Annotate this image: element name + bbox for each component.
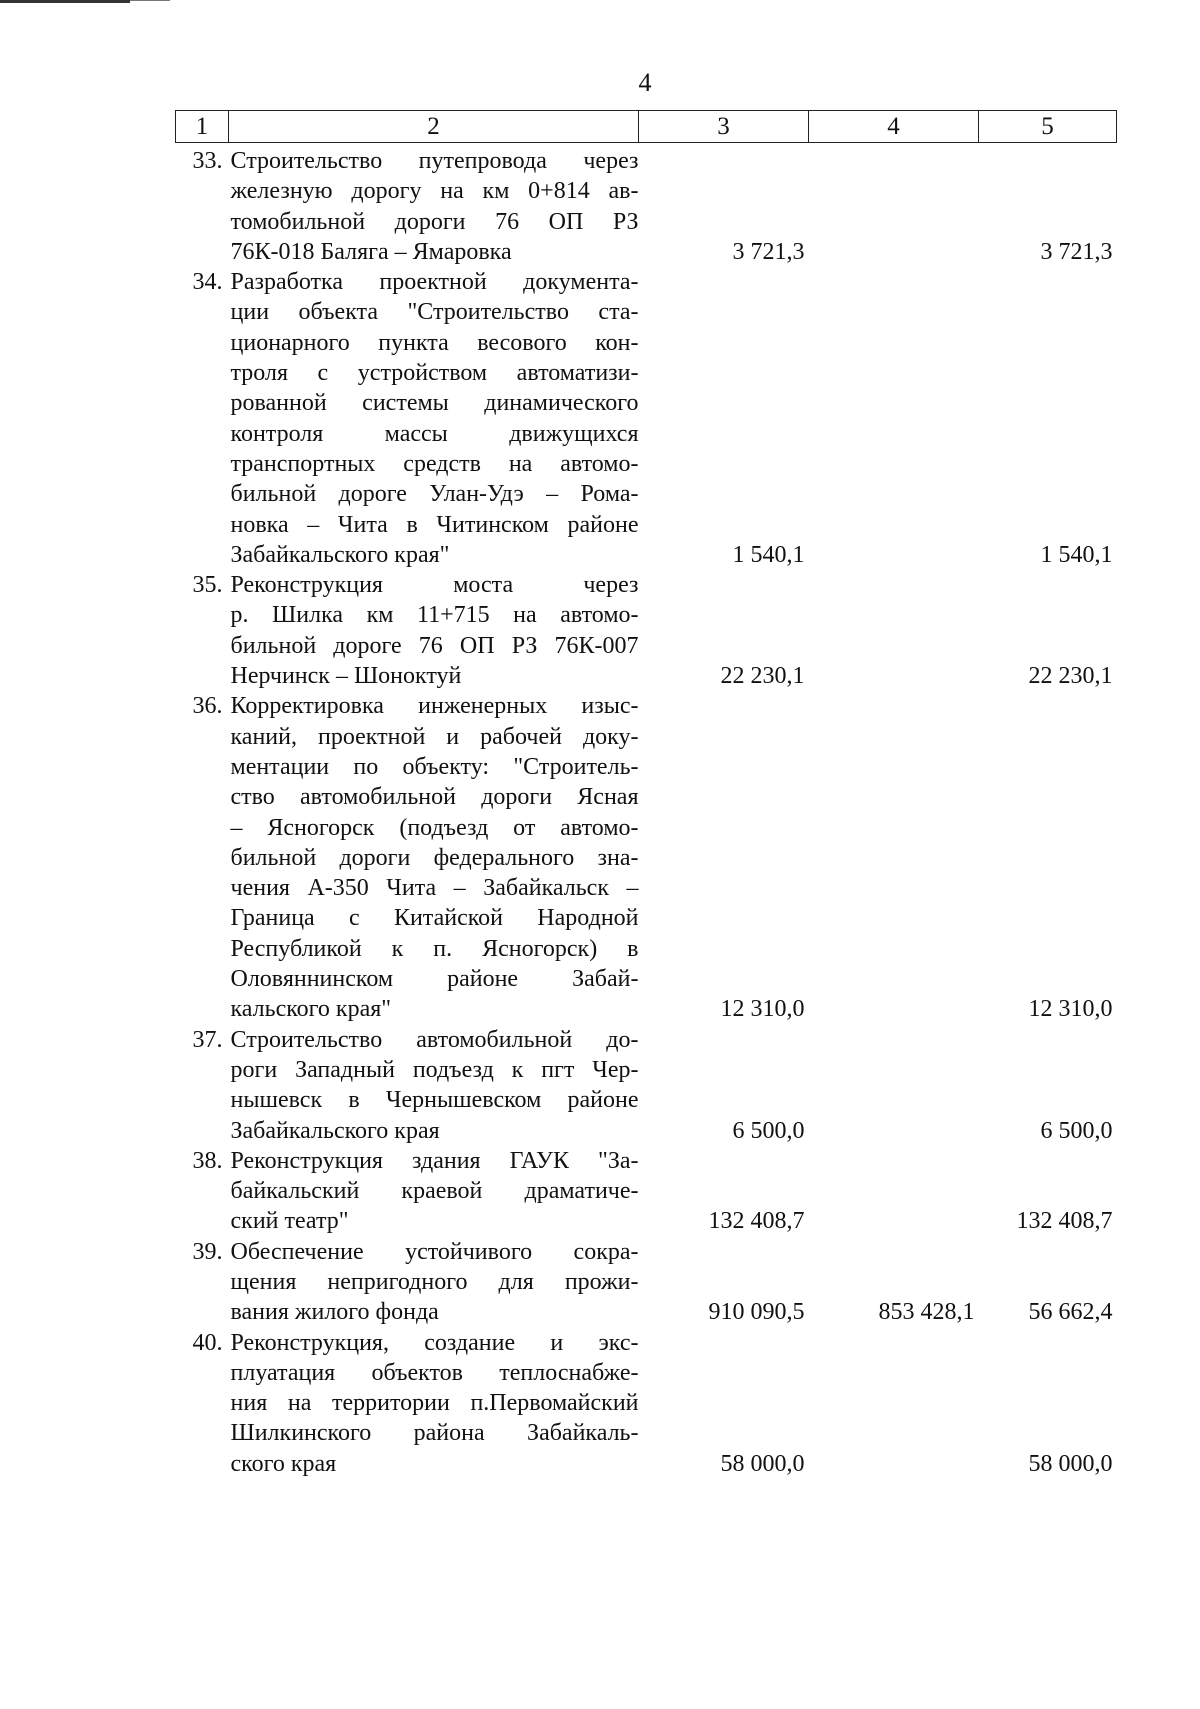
table-row [176,267,1117,570]
description-line: транспортных средств на автомо- [230,450,639,477]
description-line: роги Западный подъезд к пгт Чер- [230,1056,639,1083]
row-number: 34. [192,269,223,296]
description-line: ский театр" [230,1208,349,1235]
scan-artifact-line [0,0,130,3]
value-c4 [809,143,979,268]
description-line: бильной дороге Улан-Удэ – Рома- [230,481,639,508]
description-line: кальского края" [230,996,392,1023]
budget-table-container [175,110,1116,1479]
value-c5: 56 662,4 [1028,1299,1113,1326]
value-c4 [809,1328,979,1479]
description-line: Оловяннинском районе Забай- [230,966,639,993]
table-row [176,143,1117,268]
row-number: 40. [192,1329,223,1356]
description-line: Строительство автомобильной до- [230,1026,639,1053]
row-number: 37. [192,1026,223,1053]
value-c4 [809,1146,979,1237]
description-line: 76К-018 Баляга – Ямаровка [230,238,512,265]
description-line: контроля массы движущихся [230,420,639,447]
row-description [229,1328,639,1479]
row-number: 38. [192,1147,223,1174]
value-c3: 3 721,3 [732,238,805,265]
description-line: – Ясногорск (подъезд от автомо- [230,814,639,841]
table-row [176,570,1117,691]
description-line: Реконструкция, создание и экс- [230,1329,639,1356]
header-col-5: 5 [979,111,1117,143]
description-line: ния на территории п.Первомайский [230,1390,639,1417]
scan-artifact-line [130,0,170,1]
description-line: ции объекта "Строительство ста- [230,299,639,326]
description-line: ментации по объекту: "Строитель- [230,753,639,780]
budget-table [175,110,1117,1479]
description-line: бильной дороги федерального зна- [230,844,639,871]
value-c3: 58 000,0 [720,1450,805,1477]
description-line: щения непригодного для прожи- [230,1268,639,1295]
table-row [176,1237,1117,1328]
description-line: Нерчинск – Шоноктуй [230,663,462,690]
table-row [176,691,1117,1024]
value-c5: 12 310,0 [1028,996,1113,1023]
page-number: 4 [638,68,652,97]
description-line: троля с устройством автоматизи- [230,360,639,387]
value-c5: 132 408,7 [1016,1208,1113,1235]
description-line: ционарного пункта весового кон- [230,329,639,356]
row-description [229,1237,639,1328]
value-c5: 1 540,1 [1040,541,1113,568]
description-line: Забайкальского края" [230,541,450,568]
table-row [176,1146,1117,1237]
value-c3: 6 500,0 [732,1117,805,1144]
description-line: Шилкинского района Забайкаль- [230,1420,639,1447]
value-c4 [809,570,979,691]
value-c4 [809,267,979,570]
description-line: Реконструкция моста через [230,572,639,599]
header-col-1: 1 [176,111,229,143]
header-col-4: 4 [809,111,979,143]
table-row [176,1025,1117,1146]
table-body [176,143,1117,1480]
description-line: плуатация объектов теплоснабже- [230,1359,639,1386]
row-description [229,1025,639,1146]
value-c3: 910 090,5 [708,1299,805,1326]
description-line: Республикой к п. Ясногорск) в [230,935,639,962]
value-c5: 6 500,0 [1040,1117,1113,1144]
description-line: Корректировка инженерных изыс- [230,693,639,720]
description-line: железную дорогу на км 0+814 ав- [230,178,639,205]
description-line: нышевск в Чернышевском районе [230,1087,639,1114]
row-description [229,570,639,691]
value-c5: 3 721,3 [1040,238,1113,265]
description-line: Граница с Китайской Народной [230,905,639,932]
description-line: Разработка проектной документа- [230,269,639,296]
row-number: 36. [192,693,223,720]
value-c5: 58 000,0 [1028,1450,1113,1477]
description-line: Строительство путепровода через [230,148,639,174]
row-number: 35. [192,572,223,599]
description-line: бильной дороге 76 ОП РЗ 76К-007 [230,632,639,659]
table-header [176,111,1117,143]
header-row [176,111,1117,143]
description-line: томобильной дороги 76 ОП РЗ [230,208,639,235]
value-c3: 22 230,1 [720,663,805,690]
row-number: 39. [192,1238,223,1265]
row-description [229,691,639,1024]
value-c4 [809,1025,979,1146]
value-c3: 12 310,0 [720,996,805,1023]
row-number: 33. [192,148,223,174]
header-col-3: 3 [639,111,809,143]
description-line: новка – Чита в Читинском районе [230,511,639,538]
description-line: байкальский краевой драматиче- [230,1178,639,1205]
description-line: рованной системы динамического [230,390,639,417]
row-description [229,267,639,570]
description-line: р. Шилка км 11+715 на автомо- [230,602,639,629]
description-line: вания жилого фонда [230,1299,439,1326]
description-line: каний, проектной и рабочей доку- [230,723,639,750]
description-line: ского края [230,1450,337,1477]
row-description [229,143,639,268]
value-c4 [809,691,979,1024]
description-line: Реконструкция здания ГАУК "За- [230,1147,639,1174]
value-c3: 132 408,7 [708,1208,805,1235]
row-description [229,1146,639,1237]
description-line: ство автомобильной дороги Ясная [230,784,639,811]
value-c4: 853 428,1 [878,1299,975,1326]
description-line: Обеспечение устойчивого сокра- [230,1238,639,1265]
table-row [176,1328,1117,1479]
description-line: чения А-350 Чита – Забайкальск – [230,875,639,902]
value-c5: 22 230,1 [1028,663,1113,690]
value-c3: 1 540,1 [732,541,805,568]
description-line: Забайкальского края [230,1117,440,1144]
header-col-2: 2 [229,111,639,143]
